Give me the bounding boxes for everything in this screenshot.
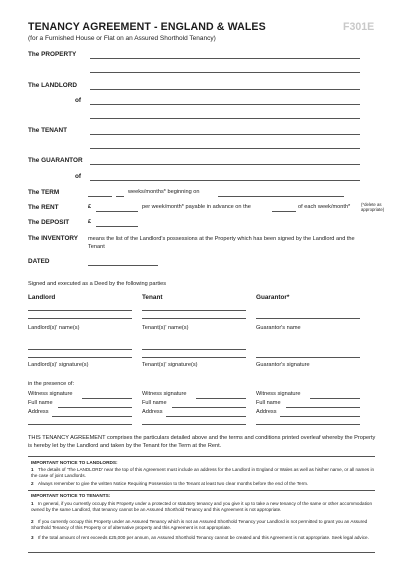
landlord-witness-sig-label: Witness signature [28,391,73,397]
tenant-names-line-2[interactable] [142,318,246,319]
rent-text-2: of each week/month* [298,204,351,210]
tenant-witness-address-line-2[interactable] [142,424,246,425]
label-dated: DATED [28,258,50,265]
agreement-statement: THIS TENANCY AGREEMENT comprises the particulars detailed above and the terms and conditions printed overleaf whereby the Property is hereby let by the Landlord and taken by the Tenant for the Term at the Rent. [28,435,376,449]
term-start-line[interactable] [218,196,344,197]
notice-number: 1 [31,501,34,506]
landlord-witness-address-label: Address [28,409,49,415]
guarantor-name-label: Guarantor's name [256,325,301,331]
landlord-sigs-line-2[interactable] [28,357,132,358]
tenant-witness-address-label: Address [142,409,163,415]
landlord-witness-sig-line[interactable] [82,398,132,399]
guarantor-sig-line[interactable] [256,357,360,358]
guarantor-witness-address-line-2[interactable] [256,424,360,425]
notice-text: If the total amount of rent exceeds £25,000 per annum, an Assured Shorthold Tenancy cannot be created and this Agreement is not appropriate. Seek legal advice. [38,535,369,540]
tenant-names-label: Tenant(s)' name(s) [142,325,189,331]
presence-label: in the presence of: [28,381,75,387]
document-subtitle: (for a Furnished House or Flat on an Assured Shorthold Tenancy) [28,35,216,42]
label-tenant: The TENANT [28,127,68,134]
property-line-1[interactable] [90,58,360,59]
notices-divider-middle [28,490,375,491]
landlord-witness-address-line-1[interactable] [52,416,132,417]
landlord-sigs-line-1[interactable] [28,349,132,350]
guarantor-witness-sig-label: Witness signature [256,391,301,397]
tenant-witness-sig-line[interactable] [196,398,246,399]
col-tenant-heading: Tenant [142,294,163,301]
label-property: The PROPERTY [28,51,77,58]
tenant-witness-address-line-1[interactable] [166,416,246,417]
notice-landlords-heading: IMPORTANT NOTICE TO LANDLORDS: [31,460,118,465]
notice-number: 2 [31,481,34,486]
guarantor-name-line[interactable] [90,164,360,165]
notice-text: If you currently occupy this Property under an Assured Tenancy which is not an Assured Shorthold Tenancy your Landlord is not permitted to grant you an Assured Shorthold Tenancy of this Property or of alternative property and this Agreement is not appropriate. [31,519,368,530]
signing-intro: Signed and executed as a Deed by the following parties [28,281,167,287]
deposit-amount-line[interactable] [96,226,138,227]
landlord-witness-name-line[interactable] [58,407,132,408]
rent-day-line[interactable] [272,211,296,212]
inventory-text: means the list of the Landlord's possessions at the Property which has been signed by the Landlord and the Tenant [88,236,355,250]
label-deposit: The DEPOSIT [28,219,70,226]
tenant-line-1[interactable] [90,134,360,135]
property-line-2[interactable] [90,72,360,73]
landlord-witness-name-label: Full name [28,400,53,406]
landlord-names-line-1[interactable] [28,310,132,311]
tenant-sigs-line-1[interactable] [142,349,246,350]
notice-number: 1 [31,467,34,472]
guarantor-witness-name-label: Full name [256,400,281,406]
label-guarantor-of: of [75,173,82,180]
guarantor-sig-label: Guarantor's signature [256,362,310,368]
term-text: weeks/months* beginning on [128,189,200,195]
col-landlord-heading: Landlord [28,294,56,301]
landlord-witness-address-line-2[interactable] [28,424,132,425]
dated-line[interactable] [88,265,158,266]
notices-divider-top [28,456,375,457]
guarantor-name-line-sig[interactable] [256,318,360,319]
deposit-currency: £ [88,219,92,225]
guarantor-witness-address-line-1[interactable] [280,416,360,417]
tenant-sigs-line-2[interactable] [142,357,246,358]
notice-tenants-item [31,535,375,541]
tenant-witness-name-line[interactable] [172,407,246,408]
notice-tenants-item [31,501,375,513]
tenant-witness-name-label: Full name [142,400,167,406]
label-inventory: The INVENTORY [28,235,79,242]
form-number: F301E [343,21,375,33]
rent-amount-line[interactable] [96,211,138,212]
guarantor-witness-sig-line[interactable] [310,398,360,399]
notice-number: 2 [31,519,34,524]
notice-tenants-item [31,519,375,531]
landlord-names-label: Landlord(s)' name(s) [28,325,80,331]
label-term: The TERM [28,189,60,196]
notice-number: 3 [31,535,34,540]
label-guarantor: The GUARANTOR [28,157,83,164]
col-guarantor-heading: Guarantor* [256,294,290,301]
tenant-line-2[interactable] [90,148,360,149]
guarantor-witness-address-label: Address [256,409,277,415]
landlord-names-line-2[interactable] [28,318,132,319]
rent-currency: £ [88,204,92,210]
landlord-address-line-1[interactable] [90,104,360,105]
notices-divider-bottom [28,552,375,553]
landlord-sigs-label: Landlord(s)' signature(s) [28,362,89,368]
notice-text: Always remember to give the written Notice Requiring Possession to the Tenant at least two clear months before the end of the Term. [38,481,309,486]
document-title: TENANCY AGREEMENT - ENGLAND & WALES [28,21,266,33]
notice-landlords-item [31,481,375,487]
rent-text-1: per week/month* payable in advance on the [142,204,251,210]
term-length-line-a[interactable] [88,196,112,197]
guarantor-witness-name-line[interactable] [286,407,360,408]
landlord-name-line[interactable] [90,89,360,90]
guarantor-address-line[interactable] [90,180,360,181]
label-landlord: The LANDLORD [28,82,77,89]
term-length-line-b[interactable] [116,196,124,197]
notice-text: In general, if you currently occupy this Property under a protected or statutory tenancy and you give it up to take a new tenancy of the same or other accommodation owned by the same Landlord, that tenancy cannot be an Assured Shorthold Tenancy and this Agreement is not appropriate. [31,501,372,512]
landlord-address-line-2[interactable] [90,118,360,119]
tenant-names-line-1[interactable] [142,310,246,311]
notice-landlords-item [31,467,375,479]
tenant-witness-sig-label: Witness signature [142,391,187,397]
notice-tenants-heading: IMPORTANT NOTICE TO TENANTS: [31,493,111,498]
label-rent: The RENT [28,204,59,211]
notice-text: The details of 'The LANDLORD' near the top of this Agreement must include an address for the Landlord in England or Wales as well as his/her name, or all names in the case of joint Landlords. [31,467,375,478]
label-landlord-of: of [75,97,82,104]
rent-delete-note: (*delete as appropriate) [361,202,385,212]
tenant-sigs-label: Tenant(s)' signature(s) [142,362,198,368]
